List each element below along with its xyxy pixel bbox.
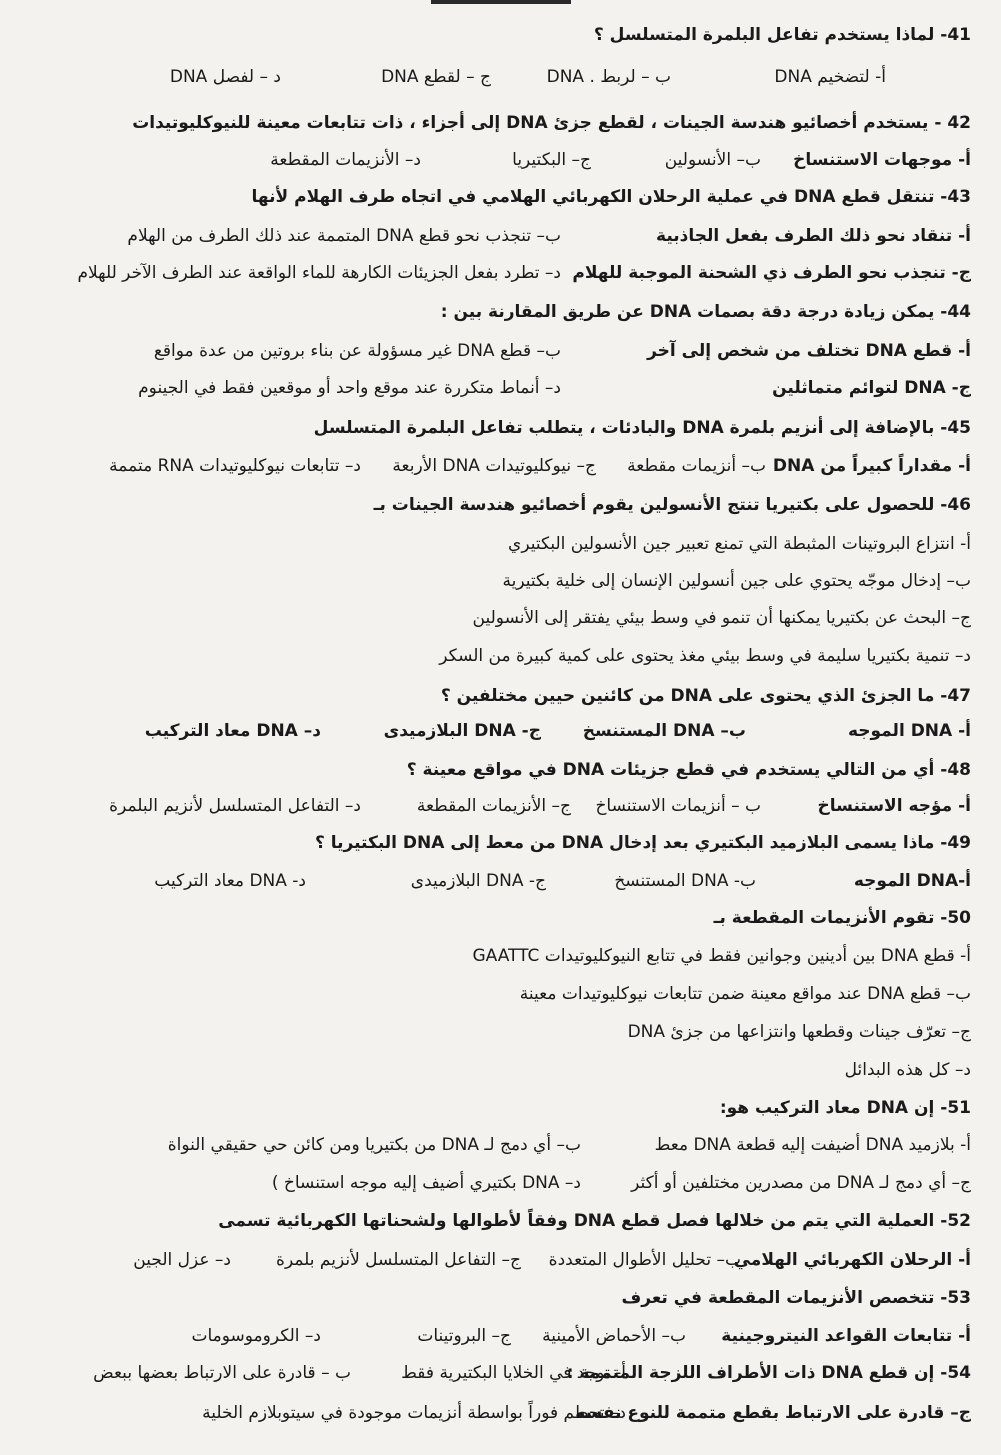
q43-option-b[interactable]: ب– تنجذب نحو قطع DNA المتممة عند ذلك الطرف من الهلام [127, 226, 561, 246]
q46-option-a[interactable]: أ- انتزاع البروتينات المثبطة التي تمنع تعبير جين الأنسولين البكتيري [508, 534, 971, 554]
q54-option-d[interactable]: د– تحطم فوراً بواسطة أنزيمات موجودة في سيتوبلازم الخلية [202, 1403, 626, 1423]
question-48-stem: 48- أي من التالي يستخدم في قطع جزيئات DNA في مواقع معينة ؟ [406, 760, 971, 780]
question-42-stem: 42 - يستخدم أخصائيو هندسة الجينات ، لقطع جزئ DNA إلى أجزاء ، ذات تتابعات معينة للنيوكليوتيدات [132, 113, 971, 133]
question-44-stem: 44- يمكن زيادة درجة دقة بصمات DNA عن طريق المقارنة بين : [440, 302, 971, 322]
q41-option-d[interactable]: د – لفصل DNA [169, 67, 281, 87]
q52-option-b[interactable]: ب– تحليل الأطوال المتعددة [548, 1250, 741, 1270]
question-47-stem: 47- ما الجزئ الذي يحتوى على DNA من كائنين حيين مختلفين ؟ [440, 686, 971, 706]
q49-option-b[interactable]: ب- DNA المستنسخ [614, 871, 756, 891]
q43-option-d[interactable]: د– تطرد بفعل الجزيئات الكارهة للماء الواقعة عند الطرف الآخر للهلام [77, 263, 561, 283]
q54-option-b[interactable]: ب – قادرة على الارتباط بعضها ببعض [93, 1363, 351, 1383]
q49-option-d[interactable]: د- DNA معاد التركيب [154, 871, 306, 891]
q41-option-c[interactable]: ج – لقطع DNA [381, 67, 491, 87]
q53-option-c[interactable]: ج– البروتينات [417, 1326, 511, 1346]
q51-option-c[interactable]: ج– أي دمج لـ DNA من مصدرين مختلفين أو أكثر [631, 1173, 971, 1193]
question-46-stem: 46- للحصول على بكتيريا تنتج الأنسولين يقوم أخصائيو هندسة الجينات بـ [373, 495, 971, 515]
q45-option-d[interactable]: د– تتابعات نيوكليوتيدات RNA متممة [109, 456, 361, 476]
q47-option-b[interactable]: ب– DNA المستنسخ [582, 721, 746, 741]
q47-option-c[interactable]: ج- DNA البلازميدى [383, 721, 541, 741]
q50-option-b[interactable]: ب– قطع DNA عند مواقع معينة ضمن تتابعات نيوكليوتيدات معينة [519, 984, 971, 1004]
q47-option-d[interactable]: د– DNA معاد التركيب [144, 721, 321, 741]
question-49-stem: 49- ماذا يسمى البلازميد البكتيري بعد إدخال DNA من معط إلى DNA البكتيريا ؟ [314, 833, 971, 853]
q51-option-d[interactable]: د– DNA بكتيري أضيف إليه موجه استنساخ ) [271, 1173, 581, 1193]
q53-option-a[interactable]: أ- تتابعات القواعد النيتروجينية [721, 1326, 971, 1346]
question-41-stem: 41- لماذا يستخدم تفاعل البلمرة المتسلسل ؟ [593, 25, 971, 45]
q48-option-b[interactable]: ب – أنزيمات الاستنساخ [595, 796, 761, 816]
q53-option-d[interactable]: د– الكروموسومات [191, 1326, 321, 1346]
q42-option-b[interactable]: ب– الأنسولين [664, 150, 761, 170]
q52-option-d[interactable]: د– عزل الجين [133, 1250, 231, 1270]
q46-option-b[interactable]: ب– إدخال موجّه يحتوي على جين أنسولين الإنسان إلى خلية بكتيرية [502, 571, 971, 591]
q44-option-c[interactable]: ج- DNA لتوائم متماثلين [772, 378, 971, 398]
q48-option-d[interactable]: د– التفاعل المتسلسل لأنزيم البلمرة [109, 796, 361, 816]
question-54-stem: 54- إن قطع DNA ذات الأطراف اللزجة المتممة : [566, 1363, 971, 1383]
q45-option-b[interactable]: ب– أنزيمات مقطعة [627, 456, 766, 476]
q43-option-c[interactable]: ج- تنجذب نحو الطرف ذي الشحنة الموجبة للهلام [572, 263, 971, 283]
q45-option-a[interactable]: أ- مقداراً كبيراً من DNA [772, 456, 971, 476]
q41-option-b[interactable]: ب – لربط . DNA [546, 67, 671, 87]
scan-edge-mark [431, 0, 571, 4]
q51-option-b[interactable]: ب– أي دمج لـ DNA من بكتيريا ومن كائن حي حقيقي النواة [167, 1135, 581, 1155]
q54-option-a[interactable]: أ- توجد في الخلايا البكتيرية فقط [401, 1363, 626, 1383]
q53-option-b[interactable]: ب– الأحماض الأمينية [542, 1326, 686, 1346]
q46-option-d[interactable]: د– تنمية بكتيريا سليمة في وسط بيئي مغذ يحتوى على كمية كبيرة من السكر [439, 646, 971, 666]
q42-option-a[interactable]: أ- موجهات الاستنساخ [793, 150, 971, 170]
q50-option-c[interactable]: ج– تعرّف جينات وقطعها وانتزاعها من جزئ DNA [627, 1022, 971, 1042]
question-45-stem: 45- بالإضافة إلى أنزيم بلمرة DNA والبادئات ، يتطلب تفاعل البلمرة المتسلسل [313, 418, 971, 438]
q48-option-c[interactable]: ج– الأنزيمات المقطعة [416, 796, 571, 816]
question-50-stem: 50- تقوم الأنزيمات المقطعة بـ [713, 908, 971, 928]
q52-option-a[interactable]: أ- الرحلان الكهربائي الهلامي [733, 1250, 971, 1270]
q50-option-d[interactable]: د– كل هذه البدائل [844, 1060, 971, 1080]
q50-option-a[interactable]: أ- قطع DNA بين أدينين وجوانين فقط في تتابع النيوكليوتيدات GAATTC [472, 946, 971, 966]
q52-option-c[interactable]: ج– التفاعل المتسلسل لأنزيم بلمرة [276, 1250, 521, 1270]
q45-option-c[interactable]: ج– نيوكليوتيدات DNA الأربعة [392, 456, 596, 476]
q44-option-b[interactable]: ب– قطع DNA غير مسؤولة عن بناء بروتين من عدة مواقع [153, 341, 561, 361]
question-43-stem: 43- تنتقل قطع DNA في عملية الرحلان الكهربائي الهلامي في اتجاه طرف الهلام لأنها [251, 187, 971, 207]
q44-option-d[interactable]: د– أنماط متكررة عند موقع واحد أو موقعين فقط في الجينوم [138, 378, 561, 398]
question-51-stem: 51- إن DNA معاد التركيب هو: [719, 1098, 971, 1118]
question-52-stem: 52- العملية التي يتم من خلالها فصل قطع DNA وفقاً لأطوالها ولشحناتها الكهربائية تسمى [218, 1211, 971, 1231]
q48-option-a[interactable]: أ- مؤجه الاستنساخ [817, 796, 971, 816]
q51-option-a[interactable]: أ- بلازميد DNA أضيفت إليه قطعة DNA معط [654, 1135, 971, 1155]
q44-option-a[interactable]: أ- قطع DNA تختلف من شخص إلى آخر [647, 341, 971, 361]
q46-option-c[interactable]: ج– البحث عن بكتيريا يمكنها أن تنمو في وسط بيئي يفتقر إلى الأنسولين [472, 608, 971, 628]
q41-option-a[interactable]: أ- لتضخيم DNA [774, 67, 886, 87]
q49-option-a[interactable]: أ-DNA الموجه [853, 871, 971, 891]
question-53-stem: 53- تتخصص الأنزيمات المقطعة في تعرف [621, 1288, 971, 1308]
q42-option-c[interactable]: ج– البكتيريا [512, 150, 591, 170]
q47-option-a[interactable]: أ- DNA الموجه [847, 721, 971, 741]
q43-option-a[interactable]: أ- تنقاد نحو ذلك الطرف بفعل الجاذبية [656, 226, 971, 246]
q54-option-c[interactable]: ج– قادرة على الارتباط بقطع متممة للنوع نفسه [575, 1403, 971, 1423]
q42-option-d[interactable]: د– الأنزيمات المقطعة [270, 150, 421, 170]
q49-option-c[interactable]: ج- DNA البلازميدى [410, 871, 546, 891]
